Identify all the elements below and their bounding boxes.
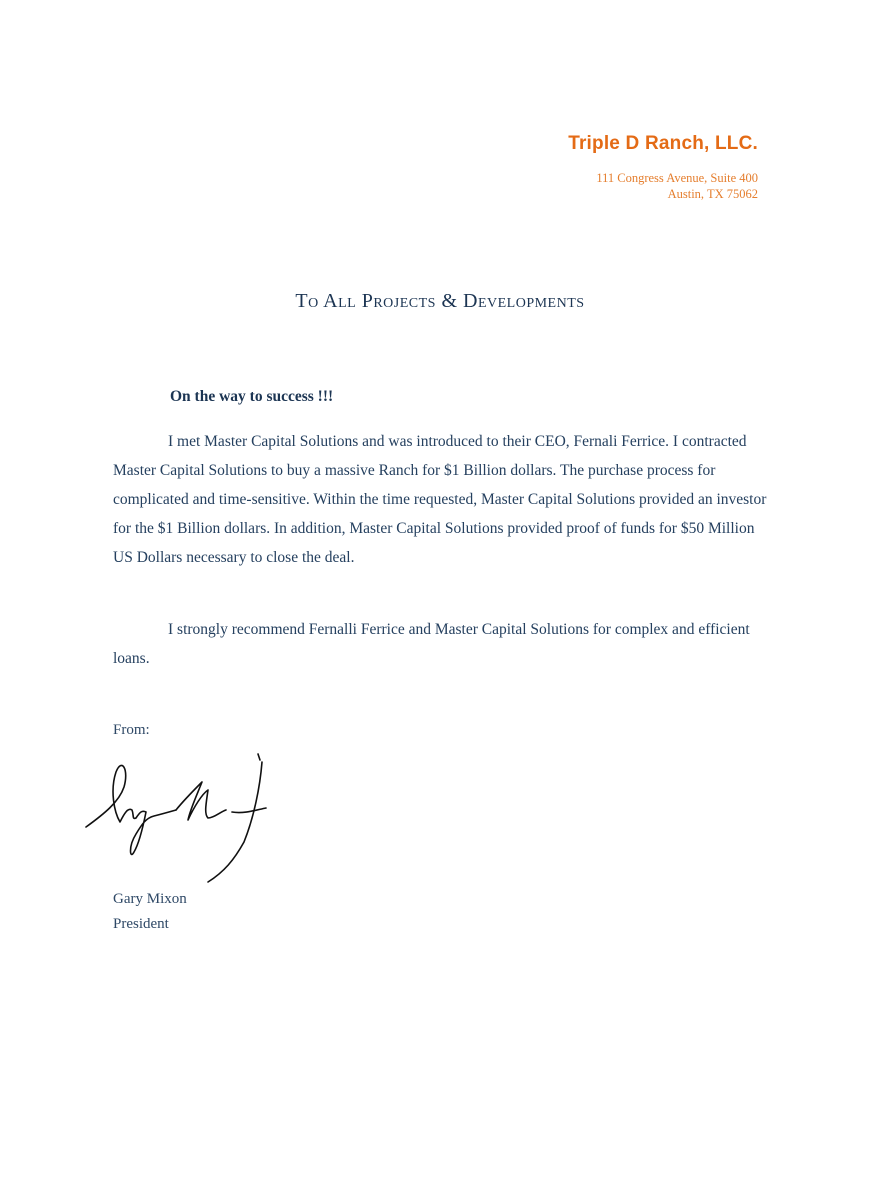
from-label: From:: [113, 722, 150, 738]
body-paragraph-1: [113, 427, 773, 572]
letter-title: To All Projects & Developments: [295, 290, 585, 312]
greeting: On the way to success !!!: [170, 388, 334, 405]
letterhead: [568, 133, 758, 202]
body-paragraph-2: [113, 615, 773, 673]
address-line-1: 111 Congress Avenue, Suite 400: [596, 171, 758, 185]
paragraph-text: I strongly recommend Fernalli Ferrice and Master Capital Solutions for complex and efficient loans.: [113, 621, 750, 667]
signer-block: [113, 887, 187, 937]
paragraph-text: I met Master Capital Solutions and was introduced to their CEO, Fernali Ferrice. I contracted Master Capital Solutions to buy a massive Ranch for $1 Billion dollars. The purchase process for complicated and time-sensitive. Within the time requested, Master Capital Solutions provided an investor for the $1 Billion dollars. In addition, Master Capital Solutions provided proof of funds for $50 Million US Dollars necessary to close the deal.: [113, 433, 767, 566]
company-address: [568, 170, 758, 202]
address-line-2: Austin, TX 75062: [667, 187, 758, 201]
company-name: Triple D Ranch, LLC.: [568, 133, 758, 154]
signer-role: President: [113, 916, 169, 932]
signature-icon: [84, 752, 284, 887]
signer-name: Gary Mixon: [113, 891, 187, 907]
